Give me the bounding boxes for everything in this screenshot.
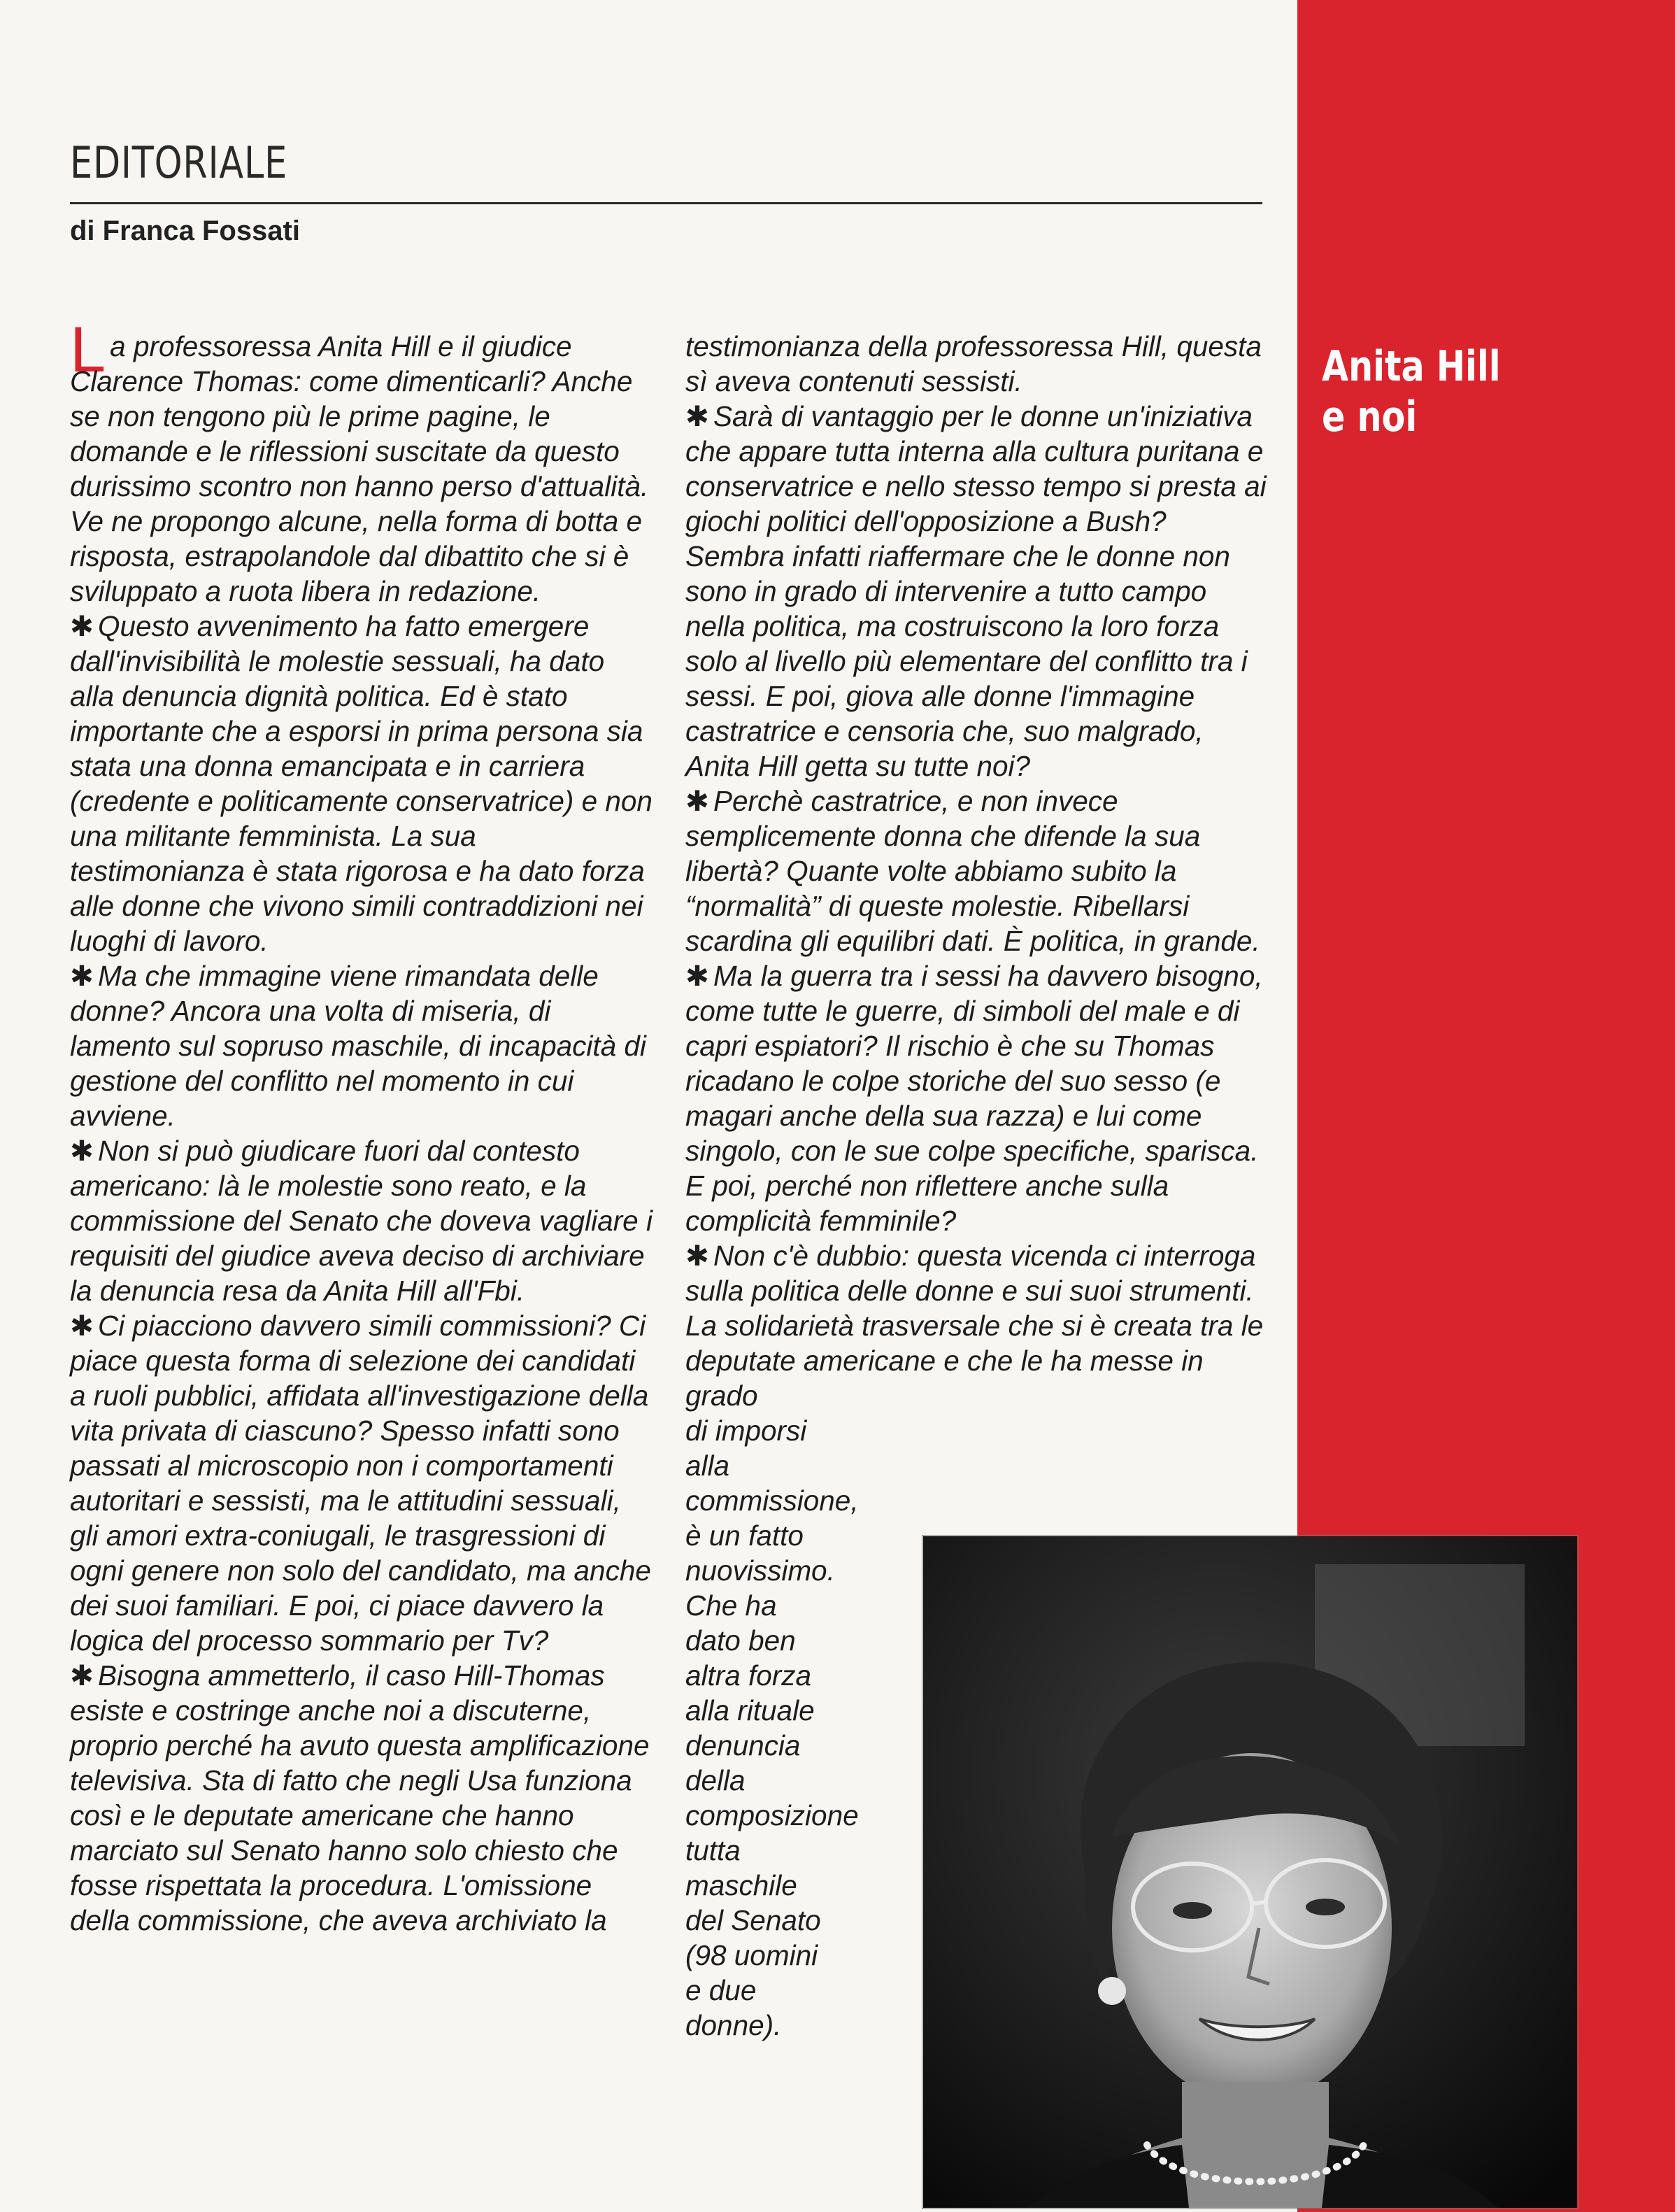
paragraph: ✱ Sarà di vantaggio per le donne un'iniziativa che appare tutta interna alla cultura puritana e conservatrice e nello stesso tempo si presta ai giochi politici dell'opposizione a Bush? Sembra infatti riaffermare che le donne non sono in grado di intervenire a tutto campo nella politica, ma costruiscono la loro forza solo al livello più elementare del conflitto tra i sessi. E poi, giova alle donne l'immagine castratrice e censoria che, suo malgrado, Anita Hill getta su tutte noi? bbox=[685, 400, 1267, 782]
paragraph: ✱ Ma che immagine viene rimandata delle donne? Ancora una volta di miseria, di lamento sul sopruso maschile, di incapacità di gestione del conflitto nel momento in cui avviene. bbox=[70, 960, 646, 1132]
portrait-illustration bbox=[923, 1536, 1577, 2208]
header-rule bbox=[70, 202, 1262, 204]
asterisk-icon: ✱ bbox=[70, 1659, 94, 1692]
paragraph: di imporsi alla commissione, è un fatto nuovissimo. Che ha dato ben altra forza alla rituale denuncia della composizione tutta maschile del Senato (98 uomini e due donne). bbox=[685, 1415, 859, 2041]
article-column-left bbox=[70, 314, 653, 1938]
paragraph: ✱ Non si può giudicare fuori dal contesto americano: là le molestie sono reato, e la commissione del Senato che doveva vagliare i requisiti del giudice aveva deciso di archiviare la denuncia resa da Anita Hill all'Fbi. bbox=[70, 1135, 653, 1307]
drop-cap: L bbox=[70, 314, 106, 385]
asterisk-icon: ✱ bbox=[70, 960, 94, 992]
headline bbox=[1322, 341, 1585, 442]
paragraph: ✱ Ma la guerra tra i sessi ha davvero bisogno, come tutte le guerre, di simboli del male e di capri espiatori? Il rischio è che su Thomas ricadano le colpe storiche del suo sesso (e magari anche della sua razza) e lui come singolo, con le sue colpe specifiche, sparisca. E poi, perché non riflettere anche sulla complicità femminile? bbox=[685, 960, 1263, 1237]
paragraph: ✱ Ci piacciono davvero simili commissioni? Ci piace questa forma di selezione dei candidati a ruoli pubblici, affidata all'investigazione della vita privata di ciascuno? Spesso infatti sono passati al microscopio non i comportamenti autoritari e sessisti, ma le attitudini sessuali, gli amori extra-coniugali, le trasgressioni di ogni genere non solo del candidato, ma anche dei suoi familiari. E poi, ci piace davvero la logica del processo sommario per Tv? bbox=[70, 1310, 651, 1657]
section-label: EDITORIALE bbox=[70, 137, 288, 188]
author-photo bbox=[923, 1536, 1577, 2208]
paragraph: ✱ Bisogna ammetterlo, il caso Hill-Thomas esiste e costringe anche noi a discuterne, proprio perché ha avuto questa amplificazione televisiva. Sta di fatto che negli Usa funziona così e le deputate americane che hanno marciato sul Senato hanno solo chiesto che fosse rispettata la procedura. L'omissione della commissione, che aveva archiviato la bbox=[70, 1659, 650, 1936]
paragraph: ✱ Non c'è dubbio: questa vicenda ci interroga sulla politica delle donne e sui suoi strumenti. La solidarietà trasversale che si è creata tra le deputate americane e che le ha messe in grado bbox=[685, 1240, 1264, 1412]
paragraph: ✱ Perchè castratrice, e non invece semplicemente donna che difende la sua libertà? Quante volte abbiamo subito la “normalità” di queste molestie. Ribellarsi scardina gli equilibri dati. È politica, in grande. bbox=[685, 785, 1260, 957]
asterisk-icon: ✱ bbox=[685, 960, 709, 992]
byline: di Franca Fossati bbox=[70, 215, 300, 246]
paragraph: ✱ Questo avvenimento ha fatto emergere dall'invisibilità le molestie sessuali, ha dato alla denuncia dignità politica. Ed è stato importante che a esporsi in prima persona sia stata una donna emancipata e in carriera (credente e politicamente conservatrice) e non una militante femminista. La sua testimonianza è stata rigorosa e ha dato forza alle donne che vivono simili contraddizioni nei luoghi di lavoro. bbox=[70, 610, 653, 957]
asterisk-icon: ✱ bbox=[70, 610, 94, 642]
asterisk-icon: ✱ bbox=[685, 400, 709, 432]
asterisk-icon: ✱ bbox=[70, 1310, 94, 1342]
paragraph: testimonianza della professoressa Hill, questa sì aveva contenuti sessisti. bbox=[685, 330, 1262, 397]
headline-line-2: e noi bbox=[1322, 392, 1418, 441]
paragraph: La professoressa Anita Hill e il giudice Clarence Thomas: come dimenticarli? Anche se non tengono più le prime pagine, le domande e le riflessioni suscitate da questo durissimo scontro non hanno perso d'attualità. Ve ne propongo alcune, nella forma di botta e risposta, estrapolandole dal dibattito che si è sviluppato a ruota libera in redazione. bbox=[70, 314, 649, 607]
headline-line-1: Anita Hill bbox=[1322, 342, 1501, 391]
asterisk-icon: ✱ bbox=[685, 785, 709, 817]
asterisk-icon: ✱ bbox=[70, 1135, 94, 1167]
asterisk-icon: ✱ bbox=[685, 1240, 709, 1272]
